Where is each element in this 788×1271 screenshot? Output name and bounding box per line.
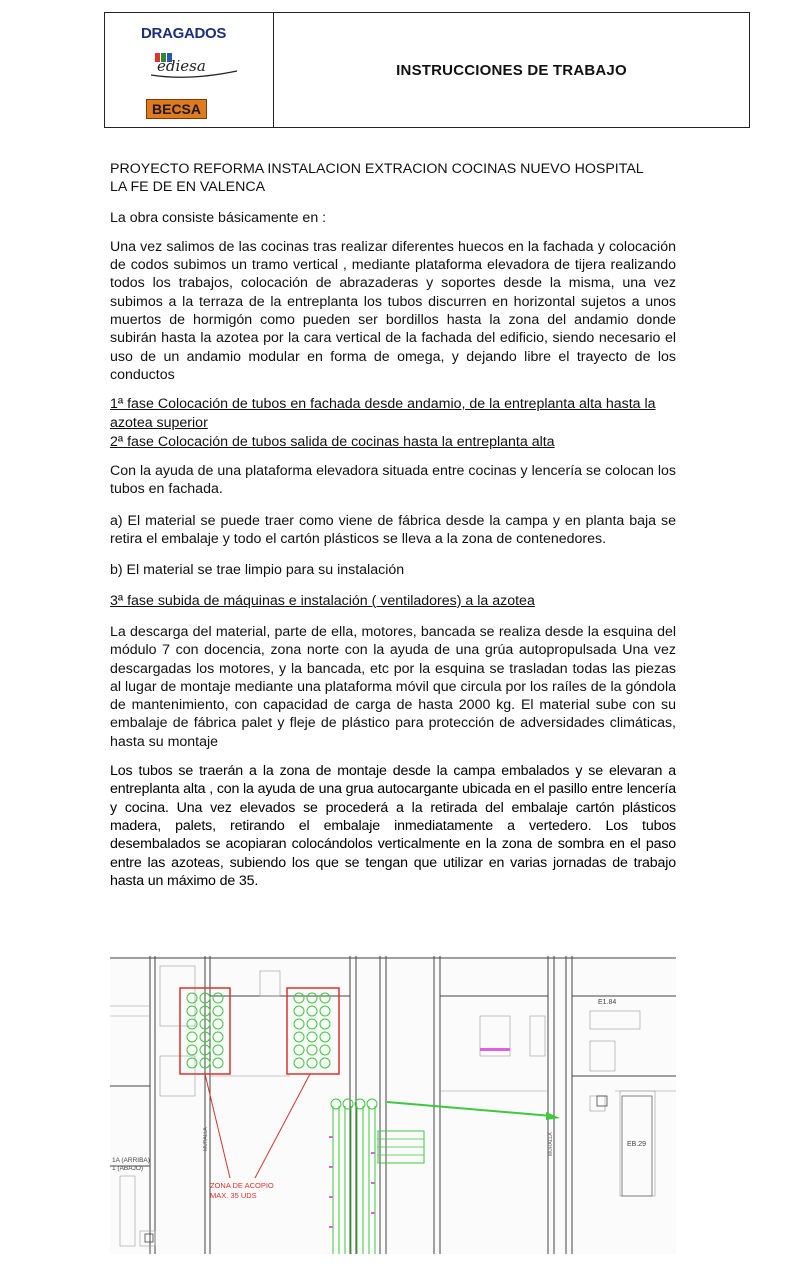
document-header <box>104 12 750 128</box>
intro-text: La obra consiste básicamente en : <box>110 209 327 226</box>
project-title-line2: LA FE DE EN VALENCA <box>110 179 266 196</box>
paragraph-6: Los tubos se traerán a la zona de montaje desde la campa embalados y se elevaran a entreplanta alta , con la ayuda de una grua autocargante ubicada en el pasillo entre lencería y cocina. Una vez elevados se procederá a la retirada del embalaje cartón plásticos madera, palets, retirando el embalaje inmediatamente a vertedero. Los tubos desembalados se acopiaran colocándolos verticalmente en la zona de sombra en el paso entre las azoteas, subiendo los que se tengan que utilizar en varias jornadas de trabajo hasta un máximo de 35. <box>110 763 676 889</box>
wall-label-muralla-left: MURALLA <box>203 1127 209 1151</box>
document-body <box>110 160 676 890</box>
paragraph-3: a) El material se puede traer como viene de fábrica desde la campa y en planta baja se retira el embalaje y todo el cartón plásticos se lleva a la zona de contenedores. <box>110 512 676 548</box>
zone-label-line2: MAX. 35 UDS <box>210 1191 257 1200</box>
dragados-logo: DRAGADOS <box>141 25 227 42</box>
paragraph-4: b) El material se trae limpio para su instalación <box>110 562 405 579</box>
room-label-e184: E1.84 <box>598 999 617 1006</box>
phase-2-heading: 2ª fase Colocación de tubos salida de cocinas hasta la entreplanta alta <box>110 433 555 450</box>
level-label-abajo: 1 (ABAJO) <box>112 1165 144 1172</box>
project-title-line1: PROYECTO REFORMA INSTALACION EXTRACION COCINAS NUEVO HOSPITAL <box>110 161 644 177</box>
title-cell <box>274 13 749 127</box>
level-label-arriba: 1A (ARRIBA) <box>112 1157 150 1164</box>
paragraph-1: Una vez salimos de las cocinas tras realizar diferentes huecos en la fachada y colocación de codos subimos un tramo vertical , mediante plataforma elevadora de tijera realizando todos los trabajos, colocación de abrazaderas y soportes desde la misma, una vez subimos a la terraza de la entreplanta los tubos discurren en horizontal sujetos a unos muertos de hormigón como pueden ser bordillos hasta la zona del andamio donde subirán hasta la azotea por la cara vertical de la fachada del edificio, siendo necesario el uso de un andamio modular en forma de omega, y dejando libre el trayecto de los conductos <box>110 238 676 383</box>
ediesa-logo-text: ediesa <box>157 57 206 75</box>
zone-label-line1: ZONA DE ACOPIO <box>210 1181 274 1190</box>
ediesa-logo <box>149 51 239 81</box>
wall-label-muralla-right: MURALLA <box>548 1132 554 1156</box>
room-label-eb29: EB.29 <box>627 1141 647 1148</box>
floor-plan <box>110 956 676 1254</box>
phase-1-heading: 1ª fase Colocación de tubos en fachada desde andamio, de la entreplanta alta hasta la azotea superior <box>110 396 656 431</box>
phase-3-heading: 3ª fase subida de máquinas e instalación ( ventiladores) a la azotea <box>110 592 535 609</box>
document-title: INSTRUCCIONES DE TRABAJO <box>396 61 627 79</box>
paragraph-2: Con la ayuda de una plataforma elevadora situada entre cocinas y lencería se colocan los tubos en fachada. <box>110 463 676 498</box>
logo-cell <box>105 13 274 127</box>
project-title <box>110 160 676 197</box>
paragraph-5: La descarga del material, parte de ella, motores, bancada se realiza desde la esquina del módulo 7 con docencia, zona norte con la ayuda de una grúa autopropulsada Una vez descargadas los motores, y la bancada, etc por la esquina se trasladan todas las piezas al lugar de montaje mediante una plataforma móvil que circula por los raíles de la góndola de mantenimiento, con capacidad de carga de hasta 2000 kg. El material sube con su embalaje de fábrica palet y fleje de plástico para protección de adversidades climáticas, hasta su montaje <box>110 623 676 750</box>
becsa-logo: BECSA <box>146 99 207 119</box>
